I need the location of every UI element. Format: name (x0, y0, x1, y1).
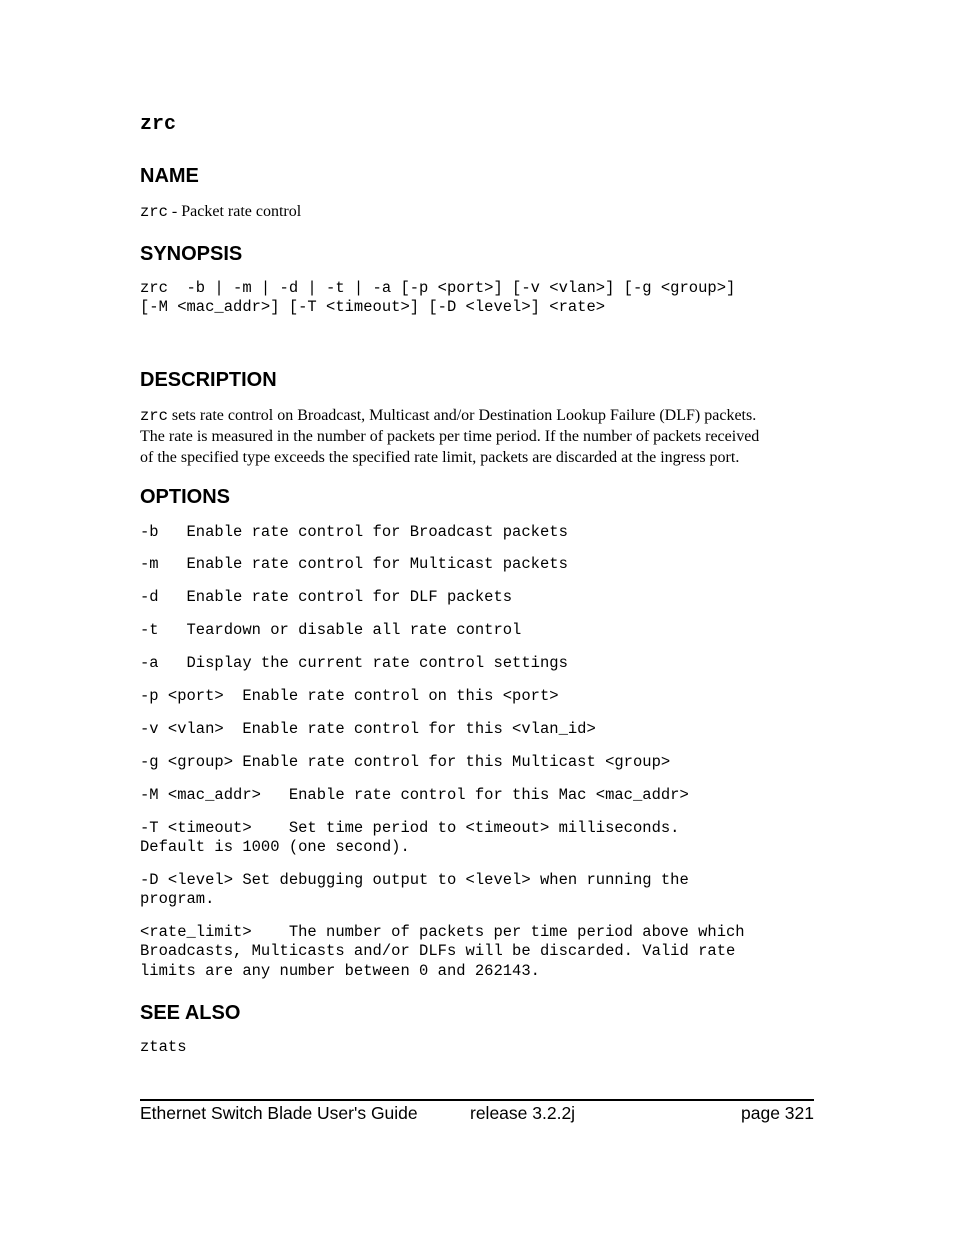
name-heading: NAME (140, 165, 199, 187)
footer-release: release 3.2.2j (470, 1103, 576, 1123)
option-p: -p <port> Enable rate control on this <port> (140, 687, 559, 705)
description-heading: DESCRIPTION (140, 369, 277, 391)
option-D-line-2: program. (140, 890, 215, 908)
description-cmd: zrc (140, 407, 168, 425)
description-line-2: The rate is measured in the number of packets per time period. If the number of packets received (140, 428, 760, 445)
synopsis-line-2: [-M <mac_addr>] [-T <timeout>] [-D <level>] <rate> (140, 298, 606, 316)
option-b: -b Enable rate control for Broadcast packets (140, 523, 568, 541)
description-line-3: of the specified type exceeds the specified rate limit, packets are discarded at the ingress port. (140, 449, 740, 466)
page-footer (140, 1099, 814, 1123)
option-rate-line-2: Broadcasts, Multicasts and/or DLFs will be discarded. Valid rate (140, 942, 736, 960)
option-M: -M <mac_addr> Enable rate control for this Mac <mac_addr> (140, 786, 689, 804)
name-description: - Packet rate control (167, 203, 302, 220)
option-T-line-1: -T <timeout> Set time period to <timeout> milliseconds. (140, 819, 680, 837)
option-v: -v <vlan> Enable rate control for this <vlan_id> (140, 720, 596, 738)
option-T-line-2: Default is 1000 (one second). (140, 838, 410, 856)
option-D-line-1: -D <level> Set debugging output to <level> when running the (140, 871, 689, 889)
option-g: -g <group> Enable rate control for this Multicast <group> (140, 753, 671, 771)
description-text-1: sets rate control on Broadcast, Multicast and/or Destination Lookup Failure (DLF) packets. (167, 407, 757, 424)
option-d: -d Enable rate control for DLF packets (140, 588, 513, 606)
option-m: -m Enable rate control for Multicast packets (140, 555, 568, 573)
footer-guide-title: Ethernet Switch Blade User's Guide (140, 1103, 418, 1123)
synopsis-line-1: zrc -b | -m | -d | -t | -a [-p <port>] [-v <vlan>] [-g <group>] (140, 279, 736, 297)
synopsis-heading: SYNOPSIS (140, 243, 243, 265)
name-text (140, 202, 301, 223)
option-t: -t Teardown or disable all rate control (140, 621, 522, 639)
options-heading: OPTIONS (140, 486, 231, 508)
description-line-1 (140, 406, 756, 427)
option-a: -a Display the current rate control settings (140, 654, 568, 672)
footer-page-number: page 321 (741, 1103, 814, 1123)
see-also-heading: SEE ALSO (140, 1002, 241, 1024)
option-rate-line-3: limits are any number between 0 and 262143. (140, 962, 540, 980)
command-title: zrc (140, 113, 177, 136)
see-also-link[interactable]: ztats (140, 1038, 187, 1056)
name-cmd: zrc (140, 203, 168, 221)
option-rate-line-1: <rate_limit> The number of packets per time period above which (140, 923, 745, 941)
